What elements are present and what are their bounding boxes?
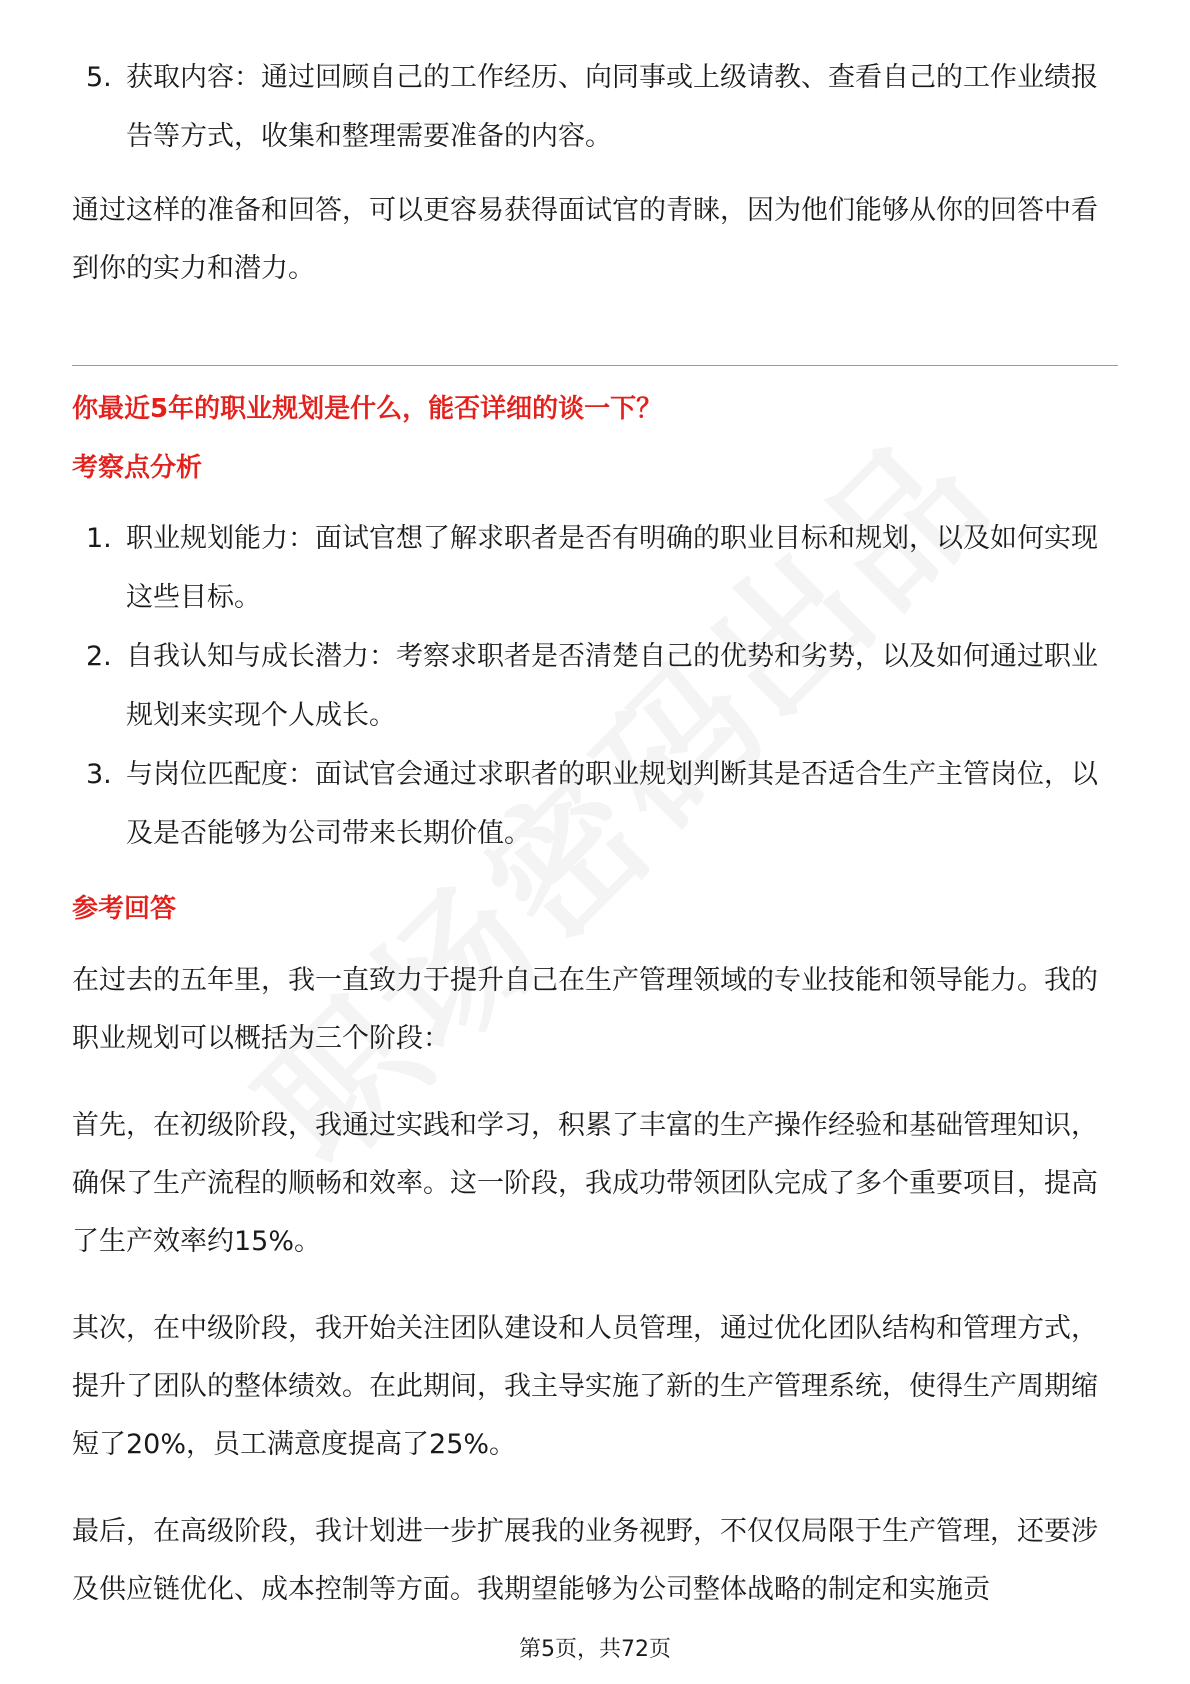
answer-paragraph: 其次，在中级阶段，我开始关注团队建设和人员管理，通过优化团队结构和管理方式，提升了团队的整体绩效。在此期间，我主导实施了新的生产管理系统，使得生产周期缩短了20%，员工满意度提高了25%。	[72, 1313, 1098, 1460]
answer-heading: 参考回答	[72, 894, 177, 924]
analysis-heading: 考察点分析	[72, 453, 203, 483]
list-number: 5.	[86, 62, 112, 93]
list-text: 获取内容：通过回顾自己的工作经历、向同事或上级请教、查看自己的工作业绩报告等方式，收集和整理需要准备的内容。	[126, 62, 1098, 152]
question-title: 你最近5年的职业规划是什么，能否详细的谈一下？	[72, 394, 663, 424]
answer-paragraph: 最后，在高级阶段，我计划进一步扩展我的业务视野，不仅仅局限于生产管理，还要涉及供应链优化、成本控制等方面。我期望能够为公司整体战略的制定和实施贡	[72, 1516, 1098, 1605]
page-footer: 第5页，共72页	[519, 1637, 671, 1662]
list-text: 与岗位匹配度：面试官会通过求职者的职业规划判断其是否适合生产主管岗位，以及是否能够为公司带来长期价值。	[126, 759, 1098, 849]
intro-paragraph: 通过这样的准备和回答，可以更容易获得面试官的青睐，因为他们能够从你的回答中看到你的实力和潜力。	[72, 195, 1098, 284]
list-number: 3.	[86, 759, 112, 790]
answer-paragraph: 首先，在初级阶段，我通过实践和学习，积累了丰富的生产操作经验和基础管理知识，确保了生产流程的顺畅和效率。这一阶段，我成功带领团队完成了多个重要项目，提高了生产效率约15%。	[72, 1110, 1098, 1257]
list-text: 职业规划能力：面试官想了解求职者是否有明确的职业目标和规划，以及如何实现这些目标。	[126, 523, 1098, 613]
answer-paragraph: 在过去的五年里，我一直致力于提升自己在生产管理领域的专业技能和领导能力。我的职业规划可以概括为三个阶段：	[72, 965, 1098, 1054]
list-text: 自我认知与成长潜力：考察求职者是否清楚自己的优势和劣势，以及如何通过职业规划来实现个人成长。	[126, 641, 1098, 731]
list-number: 2.	[86, 641, 112, 672]
list-number: 1.	[86, 523, 112, 554]
section-divider	[72, 365, 1118, 366]
